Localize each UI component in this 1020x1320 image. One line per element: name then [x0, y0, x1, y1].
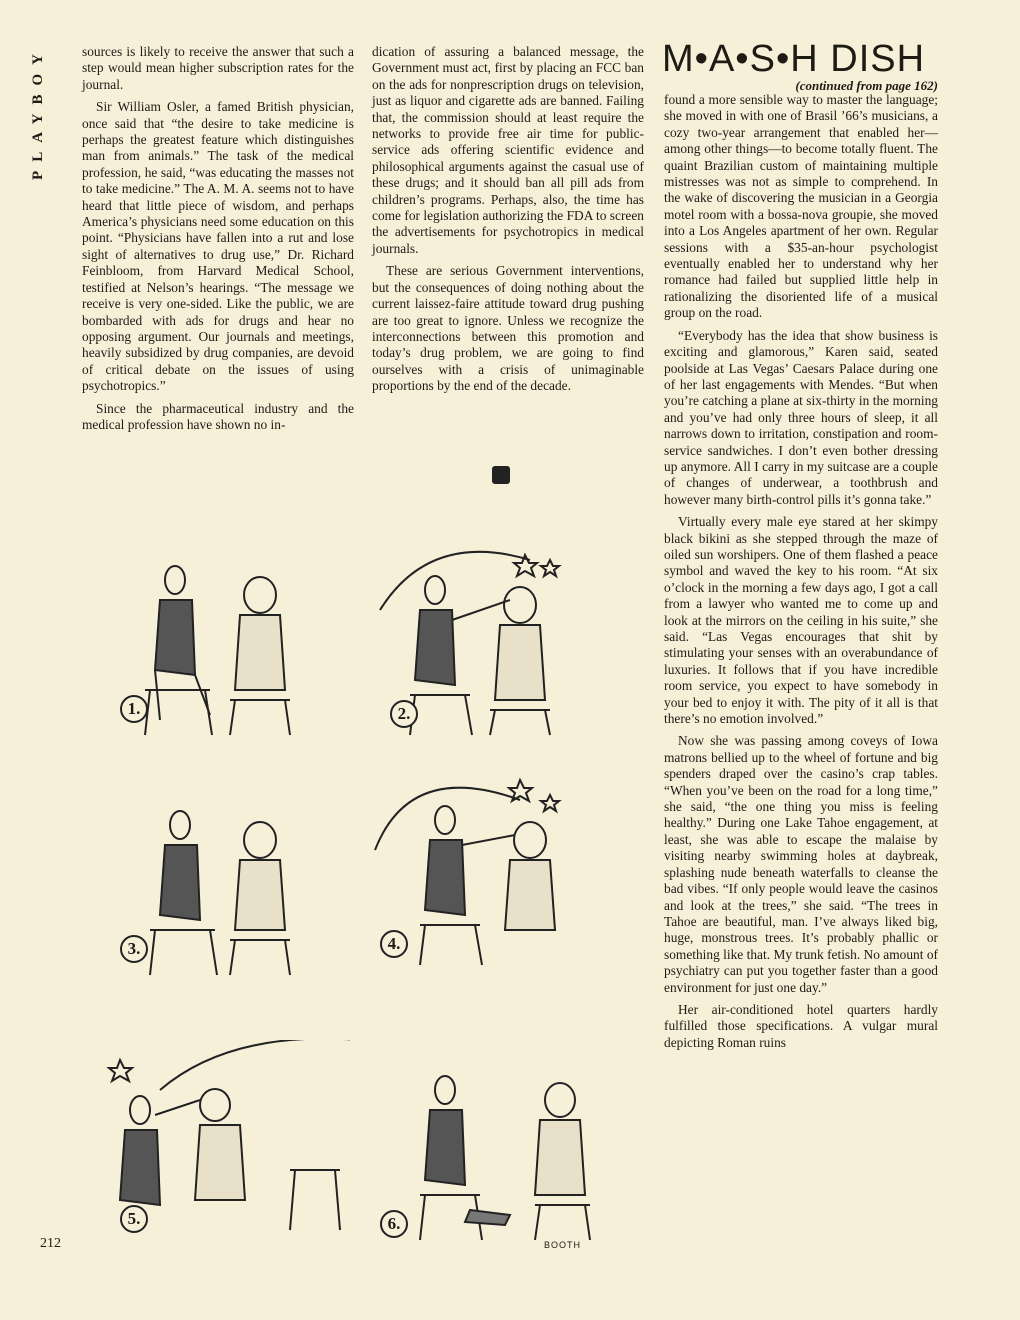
cartoon-strip — [100, 530, 620, 1250]
end-mark-icon — [492, 466, 510, 484]
paragraph: found a more sensible way to master the language; she moved in with one of Brasil ’66’s musicians, a cozy two-year arrangement that enabled her—among other things—to become totally fluent. The quaint Brazilian custom of maintaining multiple mistresses was not as simple to comprehend. In the wake of discovering the musician in a Georgia motel room with a bossa-nova groupie, she moved into a Los Angeles apartment of her own. Regular sessions with a $35-an-hour psychologist eventually enabled her to understand why her romance had failed but supplied little help in rationalizing the disoriented life of a musical group on the road. — [664, 92, 938, 321]
cartoon-panel-6 — [370, 1050, 620, 1250]
panel-number: 6. — [380, 1210, 408, 1238]
paragraph: Virtually every male eye stared at her skimpy black bikini as she stepped through the maze of oiled sun worshipers. One of them flashed a peace symbol and waved the key to his room. “At six o’clock in the morning a few days ago, I got a call from a lawyer who wanted me to come up and look at the mirrors on the ceiling in his suite,” she said. “Las Vegas encourages that shit by stimulating your senses with an overabundance of luxuries. It follows that if you have incredible room service, you expect to have somebody in your bed to enjoy it with. The pity of it all is that there’s no emotion involved.” — [664, 514, 938, 727]
cartoon-drawing-4 — [370, 760, 620, 970]
artist-signature: BOOTH — [544, 1240, 582, 1250]
paragraph: Now she was passing among coveys of Iowa matrons bellied up to the wheel of fortune and big spenders draped over the casino’s crap tables. “When you’ve been on the road for a long time,” she said, “the one thing you miss is feeling healthy.” During one Lake Tahoe engagement, at least, she was able to escape the malaise by visiting nearby swimming holes at daybreak, splashing nude beneath waterfalls to cleanse the bad vibes. “If only people would leave the casinos and look at the trees,” she said. “The trees in Tahoe are beautiful, man. I’ve always liked big, huge, monstrous trees. It’s probably phallic or something like that. My trunk fetish. No amount of psychiatry can put you together faster than a good environment for just one day.” — [664, 733, 938, 995]
paragraph: These are serious Government interventions, but the consequences of doing nothing about the current laissez-faire attitude toward drug pushing are too great to ignore. Unless we recognize the interconnections between this promotion and today’s drug problem, we are going to find ourselves with a crisis of unimaginable proportions by the end of the decade. — [372, 263, 644, 394]
panel-number: 4. — [380, 930, 408, 958]
article-column-3 — [664, 92, 938, 1057]
page-number: 212 — [40, 1236, 61, 1251]
paragraph: “Everybody has the idea that show business is exciting and glamorous,” Karen said, seated poolside at Las Vegas’ Caesars Palace during one of her last engagements with Mendes. “But when you’re catching a plane at six-thirty in the morning and you’ve had only three hours of sleep, it all narrows down to irritation, constipation and room-service sandwiches. I don’t even bother dressing up anymore. All I carry in my suitcase are a couple of changes of underwear, a toothbrush and however many birth-control pills it’s gonna take.” — [664, 327, 938, 507]
panel-number: 1. — [120, 695, 148, 723]
cartoon-panel-1 — [100, 550, 350, 750]
paragraph: Sir William Osler, a famed British physician, once said that “the desire to take medicine is perhaps the greatest feature which distinguishes man from animals.” The task of the medical profession, he said, “was educating the masses not to take medicine.” The A. M. A. seems not to have heard that little piece of wisdom, and perhaps America’s physicians need some education on this point. “Physicians have fallen into a rut and lose sight of alternatives to drug use,” Dr. Richard Feinbloom, from Harvard Medical School, testified at Nelson’s hearings. “The message we receive is very one-sided. Like the public, we are bombarded with ads for drugs and hear no opposing argument. Our journals and meetings, heavily subsidized by drug companies, are devoid of critical debate on the issues of using psychotropics.” — [82, 99, 354, 394]
paragraph: dication of assuring a balanced message, the Government must act, first by placing an FCC ban on the ads for nonprescription drugs on television, just as liquor and cigarette ads are banned. Failing that, the commission should at least require the networks to provide free air time for public-service ads offering scientific evidence and philosophical arguments against the casual use of these drugs; and it should ban all pill ads from children’s programs. Perhaps, also, the time has come for legislation authorizing the FDA to screen the advertisements for psychotropics in medical journals. — [372, 44, 644, 256]
article-headline: M•A•S•H DISH — [662, 38, 926, 80]
paragraph: Her air-conditioned hotel quarters hardly fulfilled those specifications. A vulgar mural depicting Roman ruins — [664, 1001, 938, 1050]
panel-number: 2. — [390, 700, 418, 728]
paragraph: Since the pharmaceutical industry and the medical profession have shown no in- — [82, 400, 354, 432]
article-column-1 — [82, 44, 354, 439]
panel-number: 3. — [120, 935, 148, 963]
continued-note: (continued from page 162) — [795, 78, 938, 93]
cartoon-panel-5 — [100, 1040, 350, 1240]
article-column-2 — [372, 44, 644, 401]
cartoon-panel-2 — [370, 530, 620, 730]
paragraph: sources is likely to receive the answer that such a step would mean higher subscription rates for the journal. — [82, 44, 354, 92]
magazine-name: PLAYBOY — [30, 45, 46, 180]
cartoon-panel-3 — [100, 790, 350, 990]
cartoon-panel-4 — [370, 760, 620, 960]
panel-number: 5. — [120, 1205, 148, 1233]
